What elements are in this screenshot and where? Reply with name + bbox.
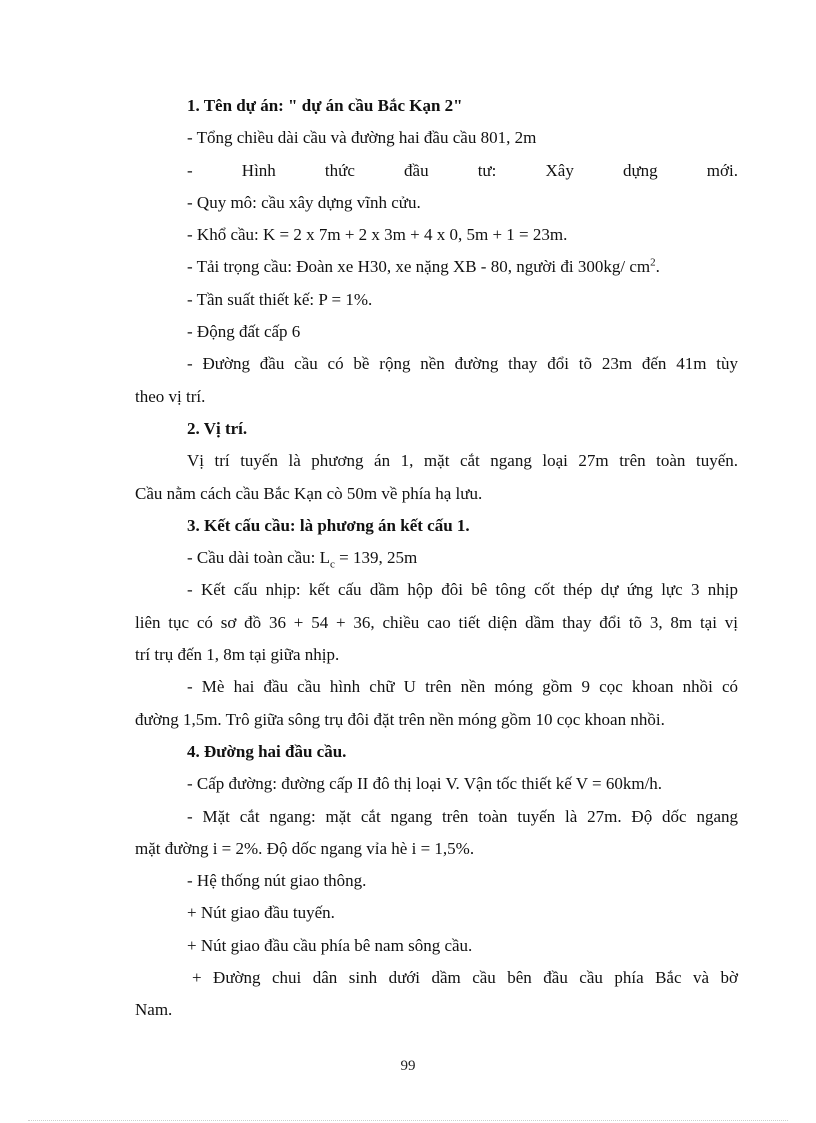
underpass-line-1: + Đường chui dân sinh dưới dầm cầu bên đầu cầu phía Bắc và bờ (192, 968, 738, 988)
load-superscript: 2 (650, 256, 656, 269)
design-frequency-line: - Tần suất thiết kế: P = 1%. (187, 289, 373, 309)
document-body (135, 90, 738, 1027)
location-line-1: Vị trí tuyến là phương án 1, mặt cắt ngang loại 27m trên toàn tuyến. (187, 451, 738, 471)
span-structure-line-3: trí trụ đến 1, 8m tại giữa nhịp. (135, 645, 340, 665)
page-number: 99 (400, 1058, 416, 1074)
approach-road-line-1: - Đường đầu cầu có bề rộng nền đường thay đổi tõ 23m đến 41m tùy (187, 354, 738, 374)
abutment-line-1: - Mè hai đầu cầu hình chữ U trên nền móng gồm 9 cọc khoan nhồi có (187, 677, 738, 697)
approach-road-line-2: theo vị trí. (135, 386, 206, 406)
abutment-line-2: đường 1,5m. Trô giữa sông trụ đôi đặt trên nền móng gồm 10 cọc khoan nhồi. (135, 709, 665, 729)
section-4-heading: 4. Đường hai đầu cầu. (187, 741, 347, 761)
cross-section-line-2: mặt đường i = 2%. Độ dốc ngang vỉa hè i = 1,5%. (135, 838, 475, 858)
investment-word: thức (324, 160, 355, 180)
length-subscript: c (330, 558, 335, 571)
junction-line-1: + Nút giao đầu tuyến. (187, 903, 335, 923)
investment-word: Xây (545, 160, 574, 180)
location-line-2: Cầu nằm cách cầu Bắc Kạn cò 50m về phía hạ lưu. (135, 483, 483, 503)
investment-word: mới. (706, 160, 738, 180)
load-suffix: . (655, 257, 660, 277)
span-structure-line-2: liên tục có sơ đồ 36 + 54 + 36, chiều cao tiết diện dầm thay đổi tõ 3, 8m tại vị (135, 612, 738, 632)
bridge-load-line (135, 251, 738, 283)
investment-word: đầu (404, 160, 429, 180)
investment-dash: - (187, 160, 193, 180)
cross-section-line-1: - Mặt cắt ngang: mặt cắt ngang trên toàn tuyến là 27m. Độ dốc ngang (187, 806, 738, 826)
road-grade-line: - Cấp đường: đường cấp II đô thị loại V. Vận tốc thiết kế V = 60km/h. (187, 774, 663, 794)
total-length-value: = 139, 25m (334, 548, 418, 568)
investment-word: tư: (477, 160, 497, 180)
earthquake-line: - Động đất cấp 6 (187, 322, 301, 342)
total-length-text: - Cầu dài toàn cầu: L (187, 548, 331, 568)
investment-form-line (135, 155, 738, 187)
page-bottom-border (28, 1120, 788, 1121)
scale-line: - Quy mô: cầu xây dựng vĩnh cửu. (187, 192, 421, 212)
total-length-line: - Tổng chiều dài cầu và đường hai đầu cầu 801, 2m (187, 128, 537, 148)
section-1-heading: 1. Tên dự án: " dự án cầu Bắc Kạn 2" (187, 96, 463, 115)
load-text: - Tải trọng cầu: Đoàn xe H30, xe nặng XB - 80, người đi 300kg/ cm (187, 257, 651, 277)
total-bridge-length-line (135, 542, 738, 574)
section-3-heading: 3. Kết cấu cầu: là phương án kết cấu 1. (187, 515, 470, 535)
bridge-width-line: - Khổ cầu: K = 2 x 7m + 2 x 3m + 4 x 0, 5m + 1 = 23m. (187, 225, 568, 245)
section-2-heading: 2. Vị trí. (187, 418, 248, 438)
underpass-line-2: Nam. (135, 1000, 173, 1020)
junction-system-line: - Hệ thống nút giao thông. (187, 871, 367, 891)
span-structure-line-1: - Kết cấu nhịp: kết cấu dầm hộp đôi bê tông cốt thép dự ứng lực 3 nhịp (187, 580, 738, 600)
investment-word: dựng (622, 160, 658, 180)
junction-line-2: + Nút giao đầu cầu phía bê nam sông cầu. (187, 935, 473, 955)
investment-word: Hình (241, 160, 276, 180)
